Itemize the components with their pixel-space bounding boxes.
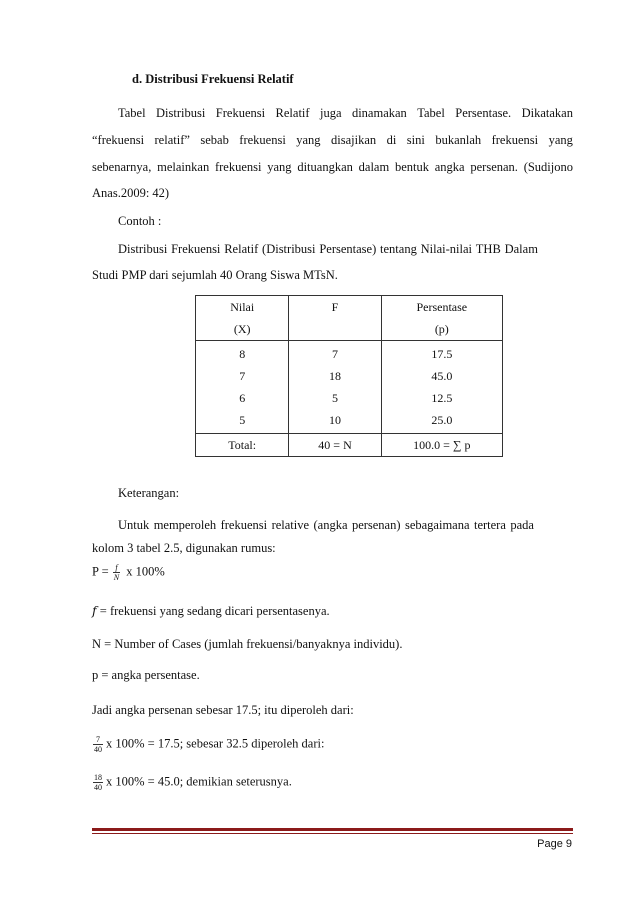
word: juga — [319, 106, 342, 120]
paragraph-3-line-2: kolom 3 tabel 2.5, digunakan rumus: — [92, 541, 276, 555]
word: sebagaimana — [404, 518, 470, 532]
f-column — [289, 341, 381, 434]
word: disajikan — [331, 133, 377, 147]
table-body-row — [196, 341, 503, 434]
table-cell: 7 — [239, 369, 246, 383]
table-cell: 17.5 — [431, 347, 453, 361]
table-cell: 12.5 — [431, 391, 453, 405]
paragraph-1-line-1 — [118, 106, 573, 121]
table-cell: 6 — [239, 391, 246, 405]
total-p: 100.0 = ∑ p — [381, 434, 502, 457]
paragraph-2-line-2: Studi PMP dari sejumlah 40 Orang Siswa MTsN. — [92, 268, 338, 282]
table-cell: 5 — [239, 413, 246, 427]
example-1-fraction: $\frac{7}{40}$ — [94, 735, 102, 754]
word: yang — [296, 133, 321, 147]
table-cell: 25.0 — [431, 413, 453, 427]
word: bentuk — [394, 160, 429, 174]
formula — [92, 563, 165, 582]
formula-rhs: x 100% — [126, 564, 165, 579]
table-header-row — [196, 296, 503, 341]
table-cell: 7 — [332, 347, 339, 361]
word: Tabel — [118, 106, 146, 120]
word: Untuk — [118, 518, 150, 532]
paragraph-1-line-3 — [92, 160, 573, 175]
table-cell: 18 — [329, 369, 342, 383]
word: frekuensi — [214, 160, 262, 174]
footer-rule — [92, 828, 573, 831]
word: Nilai-nilai — [420, 242, 472, 256]
footer-rule-thin — [92, 833, 573, 834]
table-cell: 8 — [239, 347, 246, 361]
example-2-fraction: $\frac{18}{40}$ — [94, 773, 102, 792]
word: Dalam — [504, 242, 538, 256]
persentase-column — [381, 341, 502, 434]
word: Distribusi — [118, 242, 168, 256]
f-symbol: f — [92, 603, 97, 618]
example-2: $\frac{18}{40}$ x 100% = 45.0; demikian seterusnya. — [94, 773, 292, 792]
formula-fraction: $\frac{f}{N}$ — [113, 563, 120, 582]
word: relatif” — [154, 133, 190, 147]
word: tentang — [380, 242, 417, 256]
jadi-sentence: Jadi angka persenan sebesar 17.5; itu diperoleh dari: — [92, 703, 354, 717]
word: dalam — [358, 160, 390, 174]
word: dinamakan — [351, 106, 407, 120]
section-heading: d. Distribusi Frekuensi Relatif — [132, 72, 294, 86]
contoh-label: Contoh : — [118, 214, 162, 228]
word: (Distribusi — [262, 242, 316, 256]
word: frekuensi — [239, 133, 286, 147]
word: melainkan — [157, 160, 210, 174]
word: “frekuensi — [92, 133, 145, 147]
word: frekuensi — [491, 133, 539, 147]
table-cell: 5 — [332, 391, 339, 405]
formula-lhs: P = — [92, 564, 109, 579]
word: Tabel — [417, 106, 445, 120]
word: THB — [475, 242, 501, 256]
word: tertera — [473, 518, 506, 532]
table-total-row — [196, 434, 503, 457]
word: pada — [510, 518, 534, 532]
word: bukanlah — [435, 133, 482, 147]
total-f: 40 = N — [289, 434, 381, 457]
word: sebab — [200, 133, 229, 147]
word: Relatif — [224, 242, 259, 256]
word: Frekuensi — [171, 242, 221, 256]
total-label: Total: — [196, 434, 289, 457]
paragraph-3-line-1 — [118, 518, 534, 533]
word: relative — [271, 518, 310, 532]
table-cell: 45.0 — [431, 369, 453, 383]
word: sini — [406, 133, 425, 147]
definition-p: p = angka persentase. — [92, 668, 200, 682]
definition-f: f = frekuensi yang sedang dicari persentasenya. — [92, 603, 330, 618]
example-1: $\frac{7}{40}$ x 100% = 17.5; sebesar 32.5 diperoleh dari: — [94, 735, 325, 754]
word: (Sudijono — [523, 160, 573, 174]
header-nilai: Nilai (X) — [196, 296, 289, 341]
word: Relatif — [275, 106, 310, 120]
page-number: Page 9 — [537, 838, 572, 850]
word: dituangkan — [297, 160, 353, 174]
word: Dikatakan — [521, 106, 573, 120]
paragraph-1-line-2 — [92, 133, 573, 148]
word: Persentase) — [319, 242, 377, 256]
word: frekuensi — [220, 518, 268, 532]
frequency-table — [195, 295, 503, 457]
word: persenan) — [351, 518, 401, 532]
paragraph-2-line-1 — [118, 242, 538, 257]
word: yang — [267, 160, 292, 174]
word: (angka — [313, 518, 348, 532]
header-f: F — [289, 296, 381, 341]
word: Frekuensi — [215, 106, 266, 120]
word: sebenarnya, — [92, 160, 152, 174]
nilai-column — [196, 341, 289, 434]
paragraph-1-line-4: Anas.2009: 42) — [92, 186, 170, 200]
definition-n: N = Number of Cases (jumlah frekuensi/banyaknya individu). — [92, 637, 403, 651]
table-cell: 10 — [329, 413, 342, 427]
word: persenan. — [470, 160, 518, 174]
word: yang — [548, 133, 573, 147]
word: Persentase. — [455, 106, 512, 120]
word: di — [386, 133, 397, 147]
word: Distribusi — [156, 106, 206, 120]
word: angka — [434, 160, 465, 174]
header-persentase: Persentase (p) — [381, 296, 502, 341]
word: memperoleh — [153, 518, 217, 532]
keterangan-label: Keterangan: — [118, 486, 180, 500]
